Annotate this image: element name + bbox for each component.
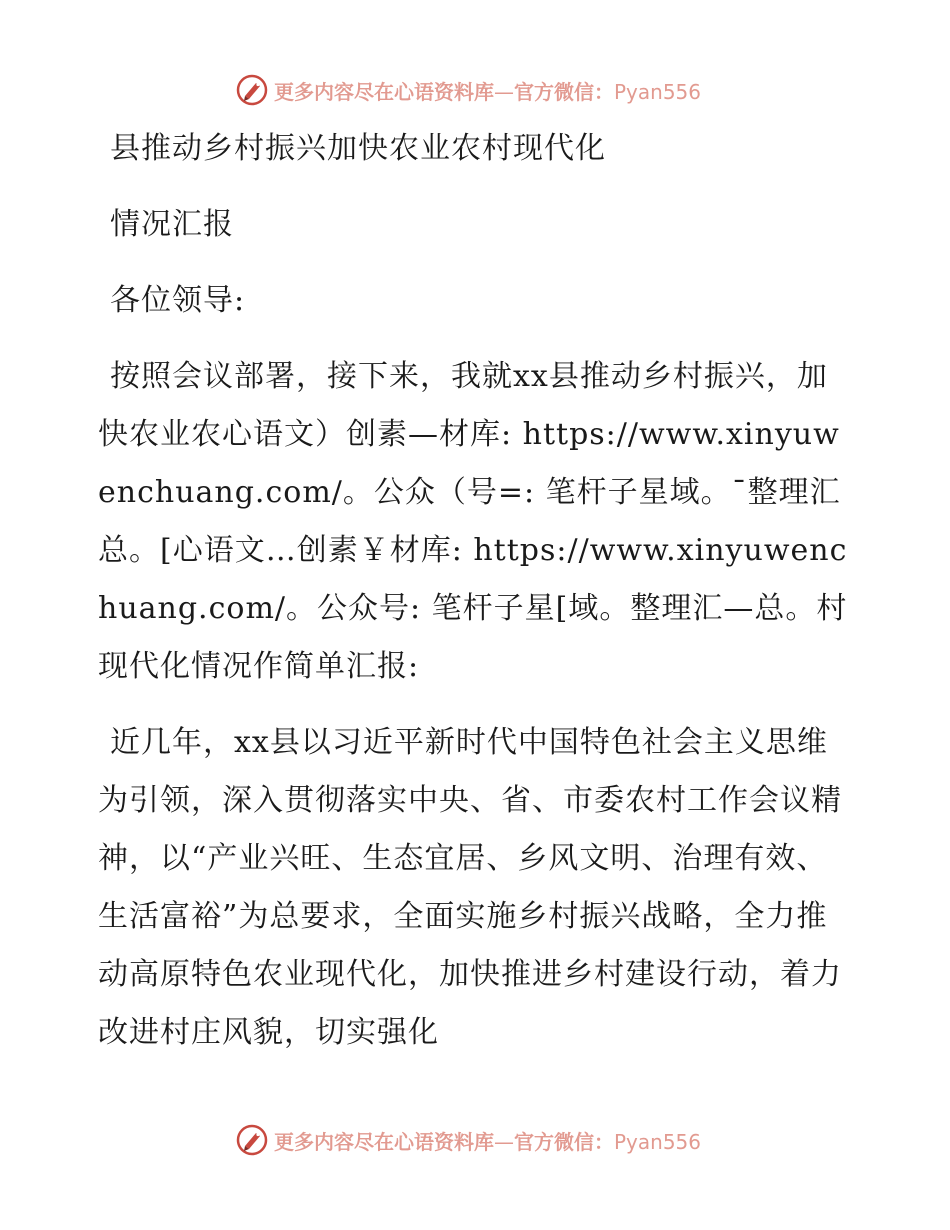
watermark-separator: —: [494, 1129, 514, 1154]
document-salutation: 各位领导:: [110, 283, 246, 318]
document-title-line-2: 情况汇报: [110, 207, 234, 242]
footer-watermark: [236, 1122, 716, 1158]
document-paragraph-2: 近几年，xx县以习近平新时代中国特色社会主义思维为引领，深入贯彻落实中央、省、市委农村工作会议精神，以“产业兴旺、生态宜居、乡风文明、治理有效、生活富裕”为总要求，全面实施乡村振兴战略，全力推动高原特色农业现代化，加快推进乡村建设行动，着力改进村庄风貌，切实强化: [98, 725, 842, 1050]
watermark-separator: —: [494, 79, 514, 104]
document-body: [98, 120, 858, 1080]
pen-logo-icon: [236, 74, 268, 106]
pen-logo-icon: [236, 1124, 268, 1156]
watermark-official-label: 官方微信：: [514, 79, 614, 104]
document-title-line-1: 县推动乡村振兴加快农业农村现代化: [110, 131, 606, 166]
document-paragraph-1: 按照会议部署，接下来，我就xx县推动乡村振兴，加快农业农心语文）创素—材库: https://www.xinyuwenchuang.com/。公众（号=: 笔杆子星域。¯整理汇总。[心语文…创素￥材库: https://www.xinyuwenchuang.com/。公众号: 笔杆子星[域。整理汇—总。村现代化情况作简单汇报:: [98, 359, 848, 684]
watermark-wechat-id: Pyan556: [614, 79, 702, 104]
watermark-main-text: 更多内容尽在心语资料库: [274, 1129, 494, 1154]
watermark-main-text: 更多内容尽在心语资料库: [274, 79, 494, 104]
watermark-wechat-id: Pyan556: [614, 1129, 702, 1154]
header-watermark: [236, 72, 716, 108]
watermark-official-label: 官方微信：: [514, 1129, 614, 1154]
